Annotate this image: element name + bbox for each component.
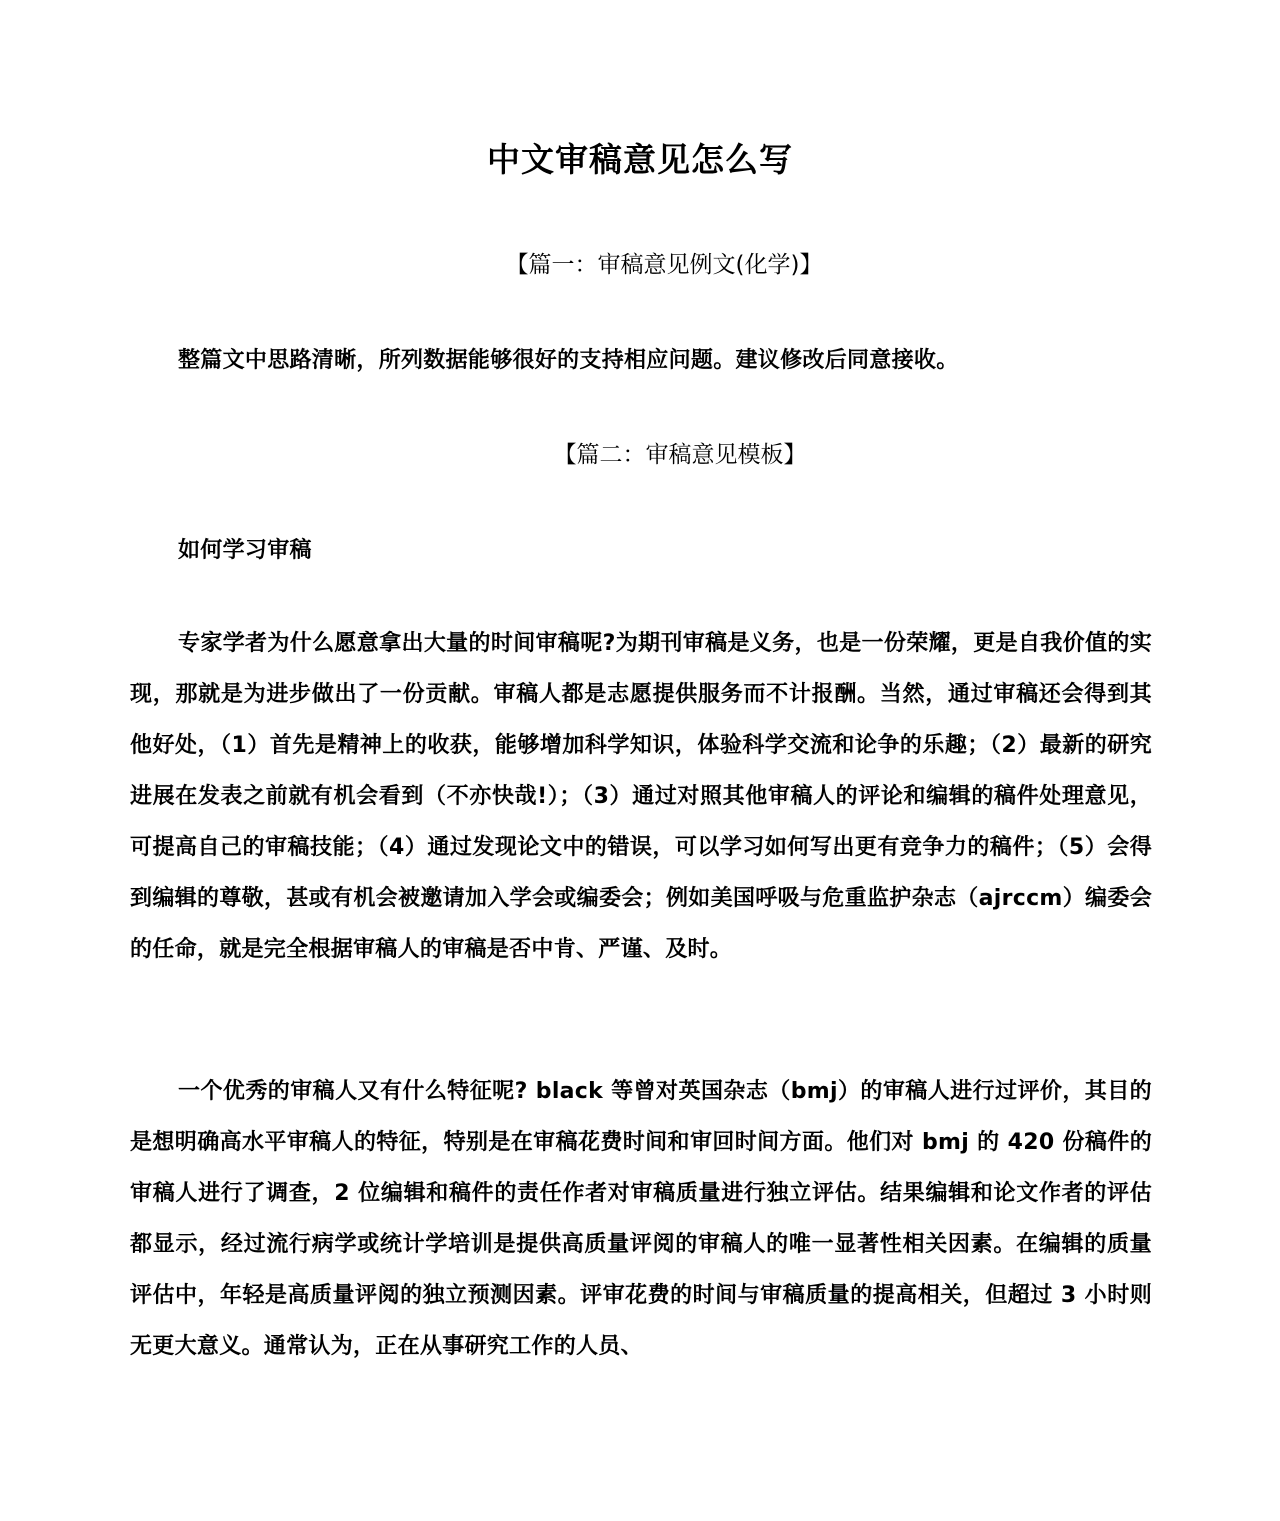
subheading: 如何学习审稿 — [178, 538, 312, 563]
paragraph-2: 一个优秀的审稿人又有什么特征呢? black 等曾对英国杂志（bmj）的审稿人进行过评价，其目的是想明确高水平审稿人的特征，特别是在审稿花费时间和审回时间方面。他们对 bmj 的 420 份稿件的审稿人进行了调查，2 位编辑和稿件的责任作者对审稿质量进行独立评估。结果编辑和论文作者的评估都显示，经过流行病学或统计学培训是提供高质量评阅的审稿人的唯一显著性相关因素。在编辑的质量评估中，年轻是高质量评阅的独立预测因素。评审花费的时间与审稿质量的提高相关，但超过 3 小时则无更大意义。通常认为，正在从事研究工作的人员、 — [130, 1079, 1152, 1359]
section-heading-1: 【篇一：审稿意见例文(化学)】 — [505, 252, 823, 278]
section-heading-2: 【篇二：审稿意见模板】 — [553, 442, 807, 468]
section-1-body: 整篇文中思路清晰，所列数据能够很好的支持相应问题。建议修改后同意接收。 — [178, 348, 959, 373]
page-title: 中文审稿意见怎么写 — [487, 140, 793, 179]
paragraph-1: 专家学者为什么愿意拿出大量的时间审稿呢?为期刊审稿是义务，也是一份荣耀，更是自我价值的实现，那就是为进步做出了一份贡献。审稿人都是志愿提供服务而不计报酬。当然，通过审稿还会得到其他好处，（1）首先是精神上的收获，能够增加科学知识，体验科学交流和论争的乐趣；（2）最新的研究进展在发表之前就有机会看到（不亦快哉!）；（3）通过对照其他审稿人的评论和编辑的稿件处理意见，可提高自己的审稿技能；（4）通过发现论文中的错误，可以学习如何写出更有竞争力的稿件；（5）会得到编辑的尊敬，甚或有机会被邀请加入学会或编委会；例如美国呼吸与危重监护杂志（ajrccm）编委会的任命，就是完全根据审稿人的审稿是否中肯、严谨、及时。 — [130, 631, 1152, 962]
